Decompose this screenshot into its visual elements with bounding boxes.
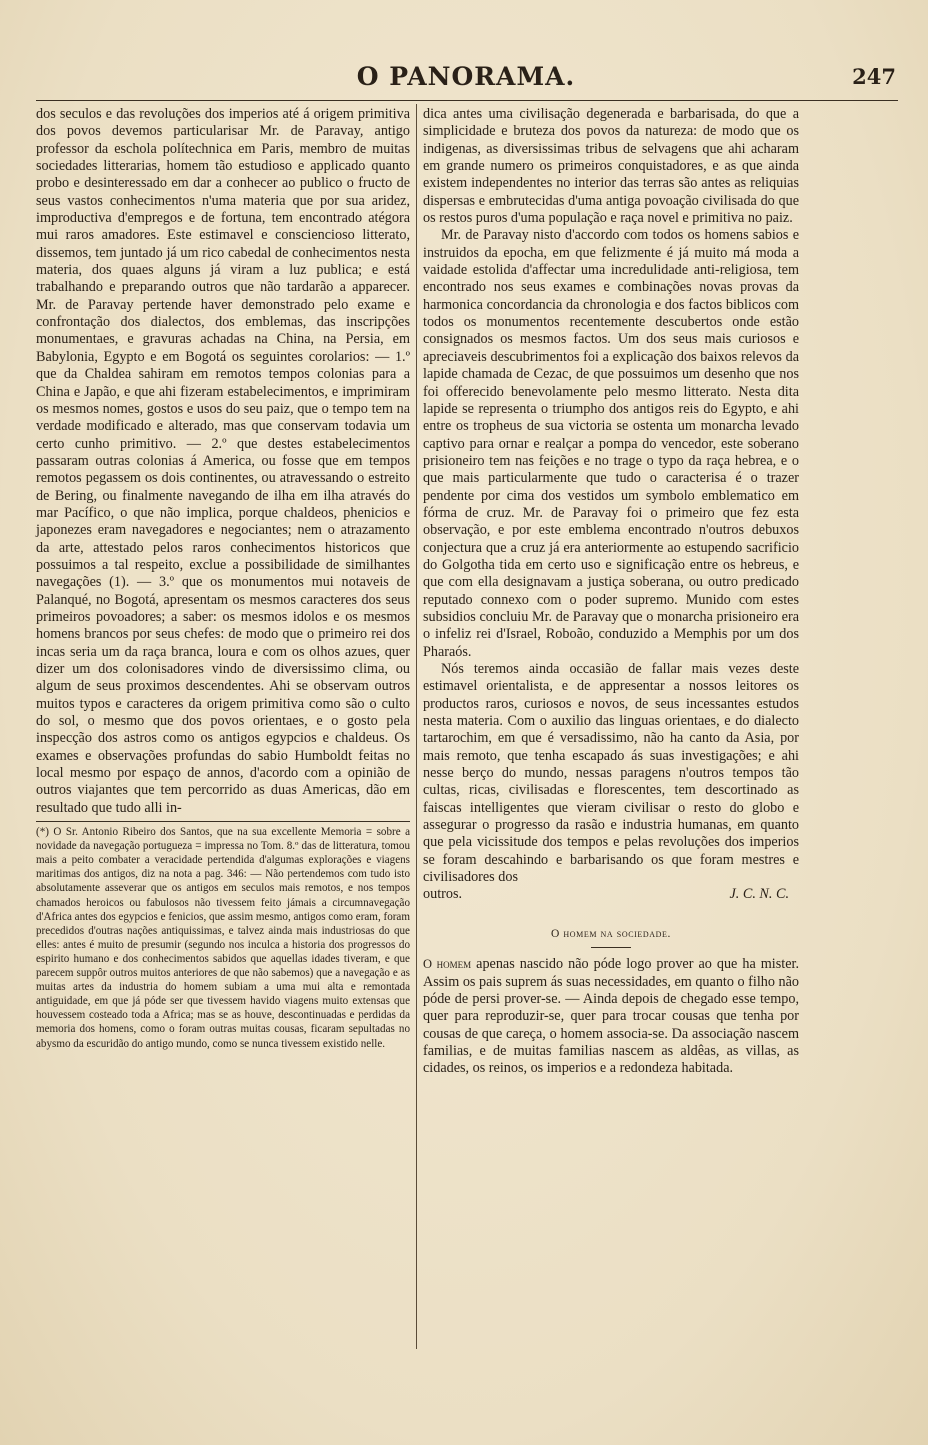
section-gap (423, 904, 799, 926)
closing-word: outros. (423, 886, 463, 903)
right-paragraph-2: Mr. de Paravay nisto d'accordo com todos os homens sabios e instruidos da epocha, em que felizmente é já muito má moda a vaidade estolida d'affectar uma incredulidade anti-religiosa, tem encontrado nos seus exames e combinações novas provas da harmonica concordancia da chronologia e dos factos biblicos com todos os monumentos recentemente descubertos onde estão consignados os mesmos factos. Um dos seus mais curiosos e apreciaveis descubrimentos foi a explicação dos baixos relevos da lapide chamada de Cezac, de que possuimos um desenho que nos foi offerecido benevolamente pelo mesmo litterato. Nesta dita lapide se representa o triumpho dos antigos reis do Egypto, e ahi entre os tropheus de sua victoria se ostenta um monarcha levado captivo para ornar e realçar a pompa do vencedor, este soberano prisioneiro tem nas feições e no trage o typo da raça hebrea, e o que mais particularmente que tudo o caracterisa é o trazer pendente por cima dos vestidos um symbolo emblematico em fórma de cruz. Mr. de Paravay foi o primeiro que fez esta observação, e por este emblema encontrado n'outros debuxos conjectura que a cruz já era anteriormente ao estupendo sacrificio do Golgotha tida em certo uso e significação entre os hebreus, e que com ella designavam a justiça soberana, ou outro predicado reputado connexo com o poder supremo. Munido com estes subsidios concluiu Mr. de Paravay que o monarcha prisioneiro era o infeliz rei d'Israel, Roboão, conduzido a Memphis por um dos Pharaós. (423, 227, 799, 660)
footnote: (*) O Sr. Antonio Ribeiro dos Santos, que na sua excellente Memoria = sobre a novidade da navegação portugueza = impressa no Tom. 8.º das de litteratura, tomou mais a peito combater a veracidade pertendida d'algumas explorações e viagens maritimas dos antigos, diz na nota a pag. 346: — Não pertendemos com tudo isto absolutamente asseverar que os antigos em seculos mais remotos, e nos tempos chamados heroicos ou fabulosos não tivessem feito jámais a circumnavegação d'Africa antes dos egypcios e fenicios, que assim mesmo, antigos como eram, foram precedidos d'outras nações antiquissimas, e talvez ainda mais industriosas do que elles: antes é muito de presumir (segundo nos inculca a historia dos progressos do espirito humano e dos conhecimentos sabidos que aquellas idades tiveram, e que parecem suppôr outros muitos anteriores de que não sabemos) que a navegação e as muitas artes da industria do homem subiam a uma mui alta e remontada antiguidade, em que já póde ser que tivessem havido viagens muito extensas que houvessem costeado toda a Africa; mas se as houve, descontinuadas e perdidas da memoria dos homens, como o foram outras muitas cousas, ficaram sepultadas no abysmo da escuridão do antigo mundo, como se nunca tivessem existido nelle. (36, 826, 410, 1050)
right-paragraph-3: Nós teremos ainda occasião de fallar mais vezes deste estimavel orientalista, e de appresentar a nossos leitores os productos raros, curiosos e novos, de seus incessantes estudos nesta materia. Com o auxilio das linguas orientaes, e do dialecto tartarochim, em que é versadissimo, não ha canto da Asia, por mais remoto, que tenha escapado ás suas investigações; e ahi nesse berço do mundo, nessas paragens n'outros tempos tão cultas, ricas, civilisadas e florescentes, tem descortinado as faiscas intelligentes que vieram civilisar o resto do globo e assegurar o progresso da rasão e industria humanas, em quanto que pela vicissitude dos tempos e pelas revoluções dos imperios se foram descahindo e barbarisando os que foram mestres e civilisadores dos (423, 661, 799, 886)
author-signature: J. C. N. C. (729, 886, 789, 903)
signature-row (423, 886, 799, 903)
footnote-divider (36, 821, 410, 822)
page-header (36, 62, 896, 96)
section-paragraph (423, 956, 799, 1077)
column-divider (416, 104, 417, 1349)
masthead: O PANORAMA. (356, 62, 576, 91)
section-body: apenas nascido não póde logo prover ao que ha mister. Assim os pais suprem ás suas necessidades, em quanto o filho não póde de persi prover-se. — Ainda depois de chegado esse tempo, quer para reproduzir-se, quer para trocar cousas que tenha por cousas de que careça, o homem associa-se. Da associação nascem familias, e de muitas familias nascem as aldêas, as villas, as cidades, os reinos, os imperios e a redondeza habitada. (423, 956, 799, 1077)
left-paragraph: dos seculos e das revoluções dos imperios até á origem primitiva dos povos devemos particularisar Mr. de Paravay, antigo professor da eschola polítechnica em Paris, membro de muitas sociedades litterarias, homem tão estudioso e applicado quanto probo e desinteressado em dar a conhecer ao publico o fructo de seus vastos conhecimentos n'uma materia que por sua aridez, improductiva d'empregos e de fortuna, tem encontrado atégora mui raros amadores. Este estimavel e consciencioso litterato, dissemos, tem juntado já um rico cabedal de conhecimentos nesta materia, dos quaes alguns já viram a luz publica; e está trabalhando e preparando outros que não tardarão a apparecer. Mr. de Paravay pertende haver demonstrado pelo exame e confrontação dos dialectos, dos emblemas, das inscripções monumentaes, e gravuras achadas na China, na Persia, em Babylonia, Egypto e em Bogotá os seguintes corolarios: — 1.º que da Chaldea sahiram em remotos tempos colonias para a China e Japão, e que ahi fizeram estabelecimentos, e imprimiram os mesmos nomes, gostos e usos do seu paiz, que o tempo tem na verdade modificado e alterado, mas que conservam todavia um certo cunho primitivo. — 2.º que destes estabelecimentos passaram outras colonias á America, ou fosse que em tempos remotos pegassem os dois continentes, ou atravessando o estreito de Bering, ou finalmente navegando de ilha em ilha através do mar Pacífico, o que não implica, porque chaldeos, phenicios e japonezes eram navegadores e negociantes; nem o atrazamento da arte, attestado pelos raros conhecimentos historicos que possuimos a tal respeito, exclue a possibilidade de similhantes navegações (1). — 3.º que os monumentos mui notaveis de Palanqué, no Bogotá, apresentam os mesmos caracteres dos seus primeiros povoadores; a saber: os mesmos idolos e os mesmos homens brancos por seus chefes: de modo que o primeiro rei dos incas seria um da raça branca, loura e com os olhos azues, quer dizer um dos colonisadores vindo de diversissimo clima, ou algum de seus proximos descendentes. Ahi se observam outros muitos typos e caracteres da origem primitiva como são o culto do sol, o mesmo que dos povos orientaes, e o gosto pela inspecção dos astros como os antigos egypcios e chaldeus. Os exames e observações profundas do sabio Humboldt feitas no local mesmo por espaço de annos, d'acordo com a opinião de outros viajantes que tem percorrido as duas Americas, dão em resultado que tudo alli in- (36, 106, 410, 816)
left-column (36, 106, 410, 1051)
section-lead: O homem (423, 957, 472, 972)
header-rule (36, 100, 898, 101)
section-title: O homem na sociedade. (551, 927, 671, 940)
section-rule (591, 947, 631, 948)
right-paragraph-1: dica antes uma civilisação degenerada e barbarisada, do que a simplicidade e bruteza dos povos da natureza: de modo que os indigenas, as diversissimas tribus de selvagens que ahi acharam em grande numero os primeiros conquistadores, e as que ainda existem independentes no interior das terras são antes as reliquias dispersas e embrutecidas d'uma antiga povoação civilisada do que os restos puros d'uma população e raça novel e primitiva no paiz. (423, 106, 799, 227)
page-number: 247 (852, 64, 896, 89)
right-column (423, 106, 799, 1078)
